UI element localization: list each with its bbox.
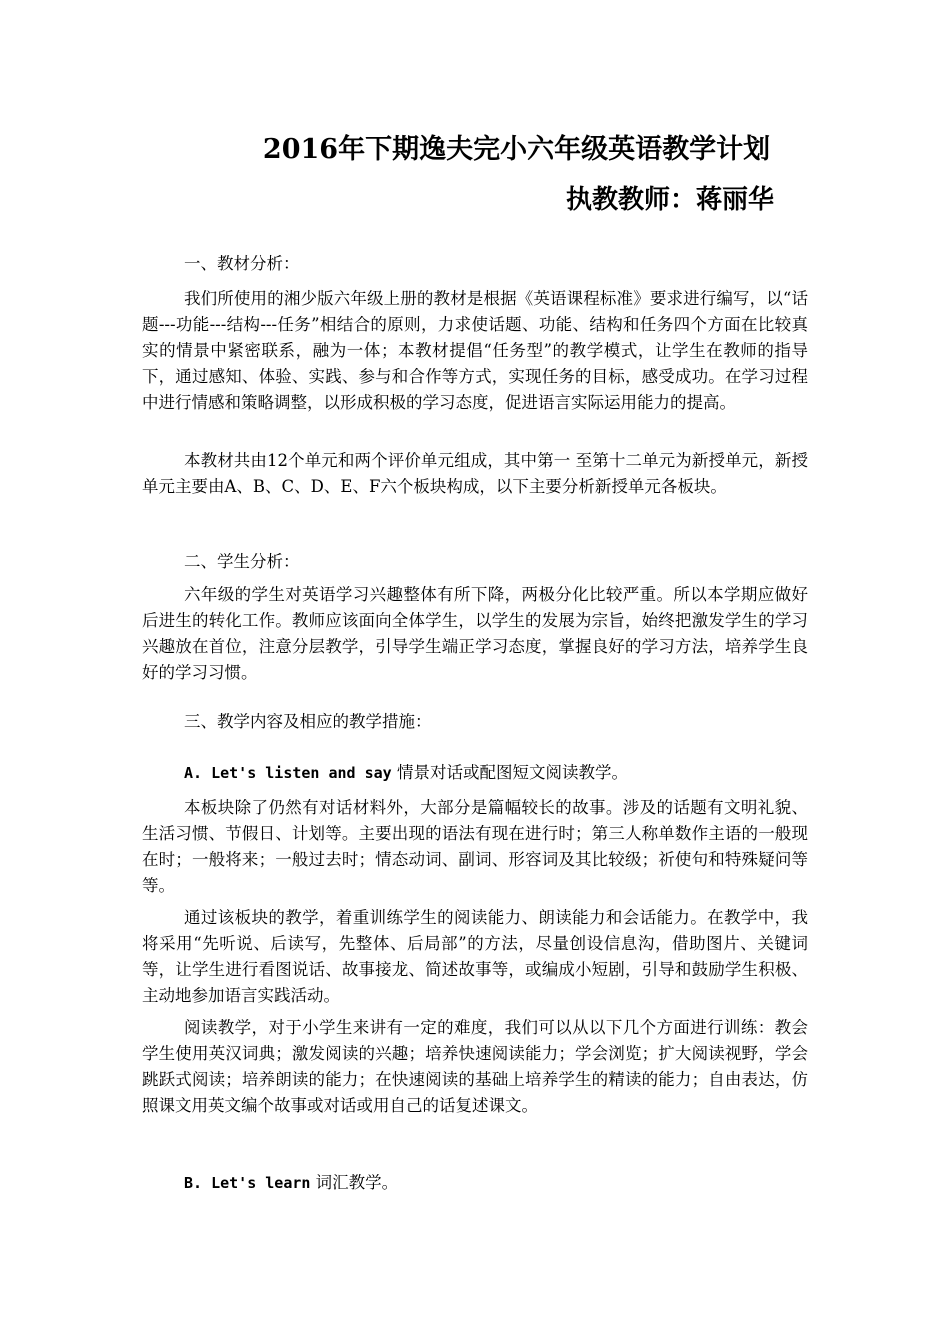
section-paragraph (142, 582, 808, 686)
section-paragraph (142, 448, 808, 500)
part-a-label: A. Let's listen and say (184, 764, 392, 782)
part-b-desc: 词汇教学。 (310, 1173, 399, 1192)
part-a-desc: 情景对话或配图短文阅读教学。 (391, 763, 628, 782)
paragraph-text: 本教材共由12个单元和两个评价单元组成，其中第一 至第十二单元为新授单元，新授单元主要由A、B、C、D、E、F六个板块构成，以下主要分析新授单元各板块。 (142, 451, 808, 496)
section-textbook-analysis (142, 251, 808, 277)
section-heading: 三、教学内容及相应的教学措施： (184, 712, 432, 731)
section-heading: 二、学生分析： (184, 552, 300, 571)
paragraph-text: 六年级的学生对英语学习兴趣整体有所下降，两极分化比较严重。所以本学期应做好后进生的转化工作。教师应该面向全体学生，以学生的发展为宗旨，始终把激发学生的学习兴趣放在首位，注意分层教学，引导学生端正学习态度，掌握良好的学习方法，培养学生良好的学习习惯。 (142, 585, 808, 682)
part-b-heading (142, 1170, 808, 1196)
paragraph-text: 通过该板块的教学，着重训练学生的阅读能力、朗读能力和会话能力。在教学中，我将采用“先听说、后读写，先整体、后局部”的方法，尽量创设信息沟，借助图片、关键词等，让学生进行看图说话、故事接龙、简述故事等，或编成小短剧，引导和鼓励学生积极、主动地参加语言实践活动。 (142, 908, 808, 1005)
part-a-heading (142, 760, 808, 786)
paragraph-text: 本板块除了仍然有对话材料外，大部分是篇幅较长的故事。涉及的话题有文明礼貌、生活习惯、节假日、计划等。主要出现的语法有现在进行时；第三人称单数作主语的一般现在时；一般将来；一般过去时；情态动词、副词、形容词及其比较级；祈使句和特殊疑问等等。 (142, 798, 808, 895)
section-teaching-content (142, 709, 808, 735)
section-paragraph (142, 286, 808, 416)
section-paragraph (142, 795, 808, 899)
paragraph-text: 我们所使用的湘少版六年级上册的教材是根据《英语课程标准》要求进行编写，以“话题---功能---结构---任务”相结合的原则，力求使话题、功能、结构和任务四个方面在比较真实的情景中紧密联系，融为一体；本教材提倡“任务型”的教学模式，让学生在教师的指导下，通过感知、体验、实践、参与和合作等方式，实现任务的目标，感受成功。在学习过程中进行情感和策略调整，以形成积极的学习态度，促进语言实际运用能力的提高。 (142, 289, 808, 412)
document-title: 2016年下期逸夫完小六年级英语教学计划 (262, 134, 771, 165)
section-heading: 一、教材分析： (184, 254, 300, 273)
teacher-name: 执教教师：蒋丽华 (566, 185, 775, 215)
part-b-label: B. Let's learn (184, 1174, 311, 1192)
section-paragraph (142, 1015, 808, 1119)
section-paragraph (142, 905, 808, 1009)
paragraph-text: 阅读教学，对于小学生来讲有一定的难度，我们可以从以下几个方面进行训练：教会学生使用英汉词典；激发阅读的兴趣；培养快速阅读能力；学会浏览；扩大阅读视野，学会跳跃式阅读；培养朗读的能力；在快速阅读的基础上培养学生的精读的能力；自由表达，仿照课文用英文编个故事或对话或用自己的话复述课文。 (142, 1018, 808, 1115)
section-student-analysis (142, 549, 808, 575)
